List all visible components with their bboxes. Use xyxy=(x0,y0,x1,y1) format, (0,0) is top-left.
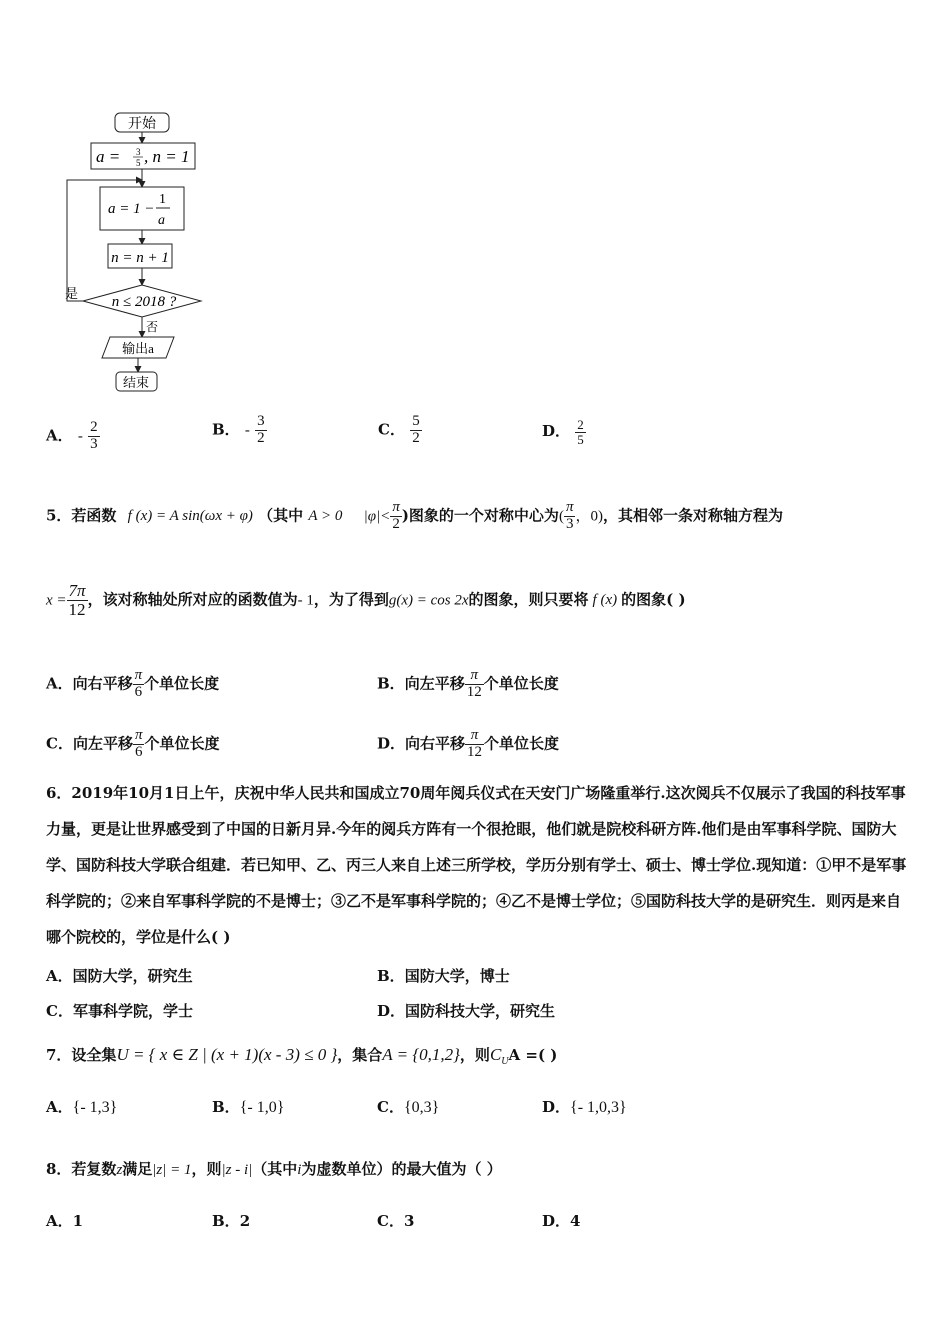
q8-t4: 为虚数单位）的最大值为（ ） xyxy=(301,1160,502,1178)
q6-option-a[interactable] xyxy=(46,969,193,984)
option-fraction: $\frac{\pi}{12}$ xyxy=(466,667,482,700)
option-post: 个单位长度 xyxy=(483,674,559,693)
option-fraction: $\frac{5}{2}$ xyxy=(412,413,420,446)
option-letter: B． xyxy=(377,674,405,693)
q4-option-c[interactable] xyxy=(378,414,422,447)
option-text: {- 1,0} xyxy=(239,1099,285,1116)
q7-subscript: U xyxy=(501,1056,509,1067)
q5-line1: 5．若函数 f (x) = A sin(ωx + φ) （其中 A > 0 |φ|< $\frac{\pi}{2}$ )图象的一个对称中心为( $\frac{\pi}{3}$ ，0)，其相邻一条对称轴方程为 xyxy=(46,499,783,532)
option-pre: 向右平移 xyxy=(72,674,133,693)
option-fraction: $\frac{\pi}{6}$ xyxy=(134,727,143,760)
flow-update-a-text: a = 1 − xyxy=(108,201,155,217)
q8-question xyxy=(46,1162,502,1178)
q8-cond: |z| = 1 xyxy=(152,1162,192,1178)
q5-point: ，0) xyxy=(575,508,603,525)
option-sign: - xyxy=(244,422,250,439)
q7-tail1: ，则 xyxy=(459,1046,490,1064)
option-text: 国防科技大学，研究生 xyxy=(405,1002,556,1020)
q5-axis-fraction: $\frac{7\pi}{12}$ xyxy=(68,581,86,619)
flow-condition-text: n ≤ 2018 ? xyxy=(111,294,177,310)
flow-yes-label: 是 xyxy=(65,286,79,301)
q7-complement: C xyxy=(489,1045,502,1064)
option-text: 军事科学院，学士 xyxy=(72,1002,193,1020)
option-letter: D． xyxy=(542,1212,571,1230)
q5-text2: ，其相邻一条对称轴方程为 xyxy=(602,506,783,525)
q8-option-d[interactable] xyxy=(542,1214,580,1229)
q8-lead: 8．若复数 xyxy=(46,1160,117,1178)
option-fraction: $\frac{\pi}{6}$ xyxy=(134,667,143,700)
option-pre: 向左平移 xyxy=(404,674,465,693)
option-letter: C． xyxy=(46,734,73,753)
flow-output-text: 输出a xyxy=(122,341,154,356)
option-post: 个单位长度 xyxy=(144,674,220,693)
option-text: 3 xyxy=(403,1212,415,1230)
q4-option-d[interactable] xyxy=(542,418,586,446)
flow-init-num: 3 xyxy=(136,147,141,157)
option-text: 1 xyxy=(72,1212,84,1230)
q7-question xyxy=(46,1046,557,1067)
q7-option-c[interactable] xyxy=(377,1100,439,1116)
q5-lead: 5．若函数 xyxy=(46,506,117,525)
option-post: 个单位长度 xyxy=(144,734,220,753)
option-letter: A． xyxy=(46,1098,73,1116)
option-letter: B． xyxy=(212,1098,240,1116)
q5-value: - 1 xyxy=(297,592,314,609)
option-sign: - xyxy=(77,428,83,445)
option-letter: D． xyxy=(542,1098,571,1116)
flow-end-text: 结束 xyxy=(122,375,150,390)
option-letter: A． xyxy=(46,967,73,985)
q5-function: f (x) = A sin(ωx + φ) xyxy=(127,508,253,525)
option-letter: A． xyxy=(46,1212,73,1230)
q5-axis-x: x = xyxy=(46,592,67,609)
q7-option-d[interactable] xyxy=(542,1100,627,1116)
flow-update-num: 1 xyxy=(159,192,166,207)
option-letter: C． xyxy=(377,1212,404,1230)
q5-line2 xyxy=(46,582,686,619)
q8-t3: （其中 xyxy=(252,1160,298,1178)
option-letter: B． xyxy=(212,420,240,439)
option-text: {- 1,3} xyxy=(72,1099,118,1116)
q5-text3: ，该对称轴处所对应的函数值为 xyxy=(87,590,298,609)
q8-t2: ，则 xyxy=(191,1160,222,1178)
option-text: 2 xyxy=(239,1212,251,1230)
option-fraction: $\frac{2}{5}$ xyxy=(577,417,584,447)
q7-lead: 7．设全集 xyxy=(46,1046,117,1064)
option-text: 国防大学，研究生 xyxy=(72,967,193,985)
option-fraction: $\frac{3}{2}$ xyxy=(257,413,265,446)
q8-t1: 满足 xyxy=(122,1160,153,1178)
q8-z: z xyxy=(116,1162,123,1178)
q5-pi-over-2: $\frac{\pi}{2}$ xyxy=(392,499,400,532)
q7-set-a: A = {0,1,2} xyxy=(382,1045,460,1064)
q4-option-b[interactable] xyxy=(212,414,267,447)
q5-option-d[interactable] xyxy=(377,728,559,761)
q8-option-c[interactable] xyxy=(377,1214,414,1229)
option-letter: D． xyxy=(542,422,571,441)
option-post: 个单位长度 xyxy=(484,734,560,753)
q6-option-d[interactable] xyxy=(377,1004,555,1019)
option-text: {0,3} xyxy=(403,1099,440,1116)
q8-option-b[interactable] xyxy=(212,1214,250,1229)
option-letter: C． xyxy=(46,1002,73,1020)
option-letter: D． xyxy=(377,734,406,753)
option-letter: A． xyxy=(46,674,73,693)
q7-mid: ，集合 xyxy=(337,1046,383,1064)
option-letter: B． xyxy=(212,1212,240,1230)
q7-tail2: A =( ) xyxy=(508,1046,558,1064)
option-fraction: $\frac{\pi}{12}$ xyxy=(467,727,483,760)
q5-text1: )图象的一个对称中心为 xyxy=(401,506,559,525)
q5-g: g(x) = cos 2x xyxy=(388,592,469,609)
q6-option-b[interactable] xyxy=(377,969,510,984)
q4-option-a[interactable] xyxy=(46,420,100,453)
flow-init-den: 5 xyxy=(136,158,141,168)
q5-text6: 的图象( ) xyxy=(621,590,686,609)
q8-expr: |z - i| xyxy=(221,1162,253,1178)
option-text: {- 1,0,3} xyxy=(570,1099,627,1116)
q6-question: 6．2019年10月1日上午，庆祝中华人民共和国成立70周年阅兵仪式在天安门广场隆重举行.这次阅兵不仅展示了我国的科技军事力量，更是让世界感受到了中国的日新月异.今年的阅兵方阵有一个很抢眼，他们就是院校科研方阵.他们是由军事科学院、国防大学、国防科技大学联合组建．若已知甲、乙、丙三人来自上述三所学校，学历分别有学士、硕士、博士学位.现知道：①甲不是军事科学院的；②来自军事科学院的不是博士；③乙不是军事科学院的；④乙不是博士学位；⑤国防科技大学的是研究生．则丙是来自哪个院校的，学位是什么( ) xyxy=(46,784,907,946)
flow-update-n-text: n = n + 1 xyxy=(111,250,169,266)
option-letter: D． xyxy=(377,1002,406,1020)
flow-start-text: 开始 xyxy=(128,117,156,132)
option-letter: B． xyxy=(377,967,405,985)
q7-option-a[interactable] xyxy=(46,1100,117,1116)
flowchart xyxy=(60,105,220,395)
q5-pi-over-3: $\frac{\pi}{3}$ xyxy=(565,499,574,532)
q5-cond2: |φ|< xyxy=(363,508,391,525)
q8-i: i xyxy=(297,1162,302,1178)
q7-option-b[interactable] xyxy=(212,1100,284,1116)
q6-option-c[interactable] xyxy=(46,1004,193,1019)
q5-option-a[interactable] xyxy=(46,668,219,701)
q5-cond1: A > 0 xyxy=(308,508,343,525)
option-pre: 向右平移 xyxy=(405,734,466,753)
q5-option-b[interactable] xyxy=(377,668,559,701)
q7-universal-set: U = { x ∈ Z | (x + 1)(x - 3) ≤ 0 } xyxy=(116,1045,338,1064)
option-letter: A． xyxy=(46,426,73,445)
flow-init-n: , n = 1 xyxy=(144,147,190,166)
q8-option-a[interactable] xyxy=(46,1214,83,1229)
option-letter: C． xyxy=(377,1098,404,1116)
q5-f: f (x) xyxy=(592,592,618,609)
option-fraction: $\frac{2}{3}$ xyxy=(90,419,98,452)
flow-update-den: a xyxy=(158,213,165,228)
flow-no-label: 否 xyxy=(146,320,159,334)
flow-init-a: a = xyxy=(96,147,121,166)
option-pre: 向左平移 xyxy=(72,734,133,753)
q5-option-c[interactable] xyxy=(46,728,220,761)
q5-paren: （其中 xyxy=(258,506,304,525)
option-letter: C． xyxy=(378,420,405,439)
option-text: 国防大学，博士 xyxy=(404,967,510,985)
q5-text5: 的图象，则只要将 xyxy=(468,590,589,609)
q5-text4: ，为了得到 xyxy=(313,590,389,609)
option-text: 4 xyxy=(570,1212,581,1230)
